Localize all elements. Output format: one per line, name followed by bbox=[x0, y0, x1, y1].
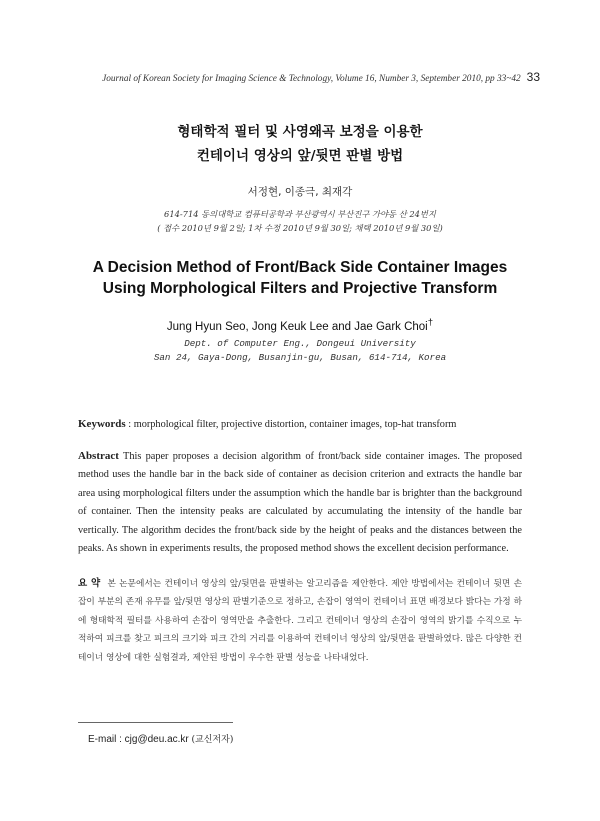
page-number: 33 bbox=[526, 70, 540, 84]
english-affiliation-line-1: Dept. of Computer Eng., Dongeui University bbox=[184, 338, 416, 349]
abstract-label: Abstract bbox=[78, 450, 119, 462]
korean-affiliation-line-2: ( 접수 2010년 9월 2일; 1차 수정 2010년 9월 30일; 채택 2010년 9월 30일) bbox=[157, 223, 443, 233]
english-authors bbox=[0, 317, 600, 333]
korean-title-line-2: 컨테이너 영상의 앞/뒷면 판별 방법 bbox=[196, 148, 404, 164]
running-header bbox=[60, 70, 540, 84]
keywords bbox=[78, 418, 528, 430]
english-affiliation-line-2: San 24, Gaya-Dong, Busanjin-gu, Busan, 614-714, Korea bbox=[153, 352, 447, 363]
korean-abstract-text: 본 논문에서는 컨테이너 영상의 앞/뒷면을 판별하는 알고리즘을 제안한다. 제안 방법에서는 컨테이너 뒷면 손잡이 부분의 존재 유무를 앞/뒷면 영상의 판별기준으로 정하고, 손잡이 영역이 컨테이너 표면 배경보다 밝다는 가정 하에 형태학적 필터를 사용하여 손잡이 영역만을 추출한다. 그리고 컨테이너 영상의 손잡이 영역의 밝기를 수직으로 누적하여 피크를 찾고 피크의 크기와 피크 간의 거리를 이용하여 컨테이너 영상의 앞/뒷면을 판별하였다. 많은 다양한 컨테이너 영상에 대한 실험결과, 제안된 방법이 우수한 판별 성능을 나타내었다. bbox=[78, 579, 522, 663]
corresponding-email: E-mail : cjg@deu.ac.kr bbox=[88, 734, 189, 745]
korean-abstract-label: 요 약 bbox=[78, 578, 101, 589]
corresponding-author-mark: † bbox=[427, 317, 434, 328]
corresponding-author-note: (교신저자) bbox=[191, 735, 234, 745]
korean-abstract bbox=[78, 575, 522, 667]
keywords-separator: : bbox=[125, 419, 134, 430]
korean-affiliation-line-1: 614-714 동의대학교 컴퓨터공학과 부산광역시 부산진구 가야동 산 24번지 bbox=[164, 209, 436, 219]
footnote bbox=[88, 732, 233, 745]
keywords-text: morphological filter, projective distortion, container images, top-hat transform bbox=[133, 419, 457, 430]
english-title-line-1: A Decision Method of Front/Back Side Container Images bbox=[92, 259, 508, 276]
english-title-line-2: Using Morphological Filters and Projective Transform bbox=[102, 280, 498, 297]
abstract-text: This paper proposes a decision algorithm of front/back side container images. The proposed method uses the handle bar in the back side of container as decision criterion and extracts the handle bar area using morphological filters under the assumption which the handle bar is brighter than the background of container. Then the intensity peaks are calculated by accumulating the intensity of the handle bar vertically. The algorithm decides the front/back side by the height of peaks and the distances between the peaks. As shown in experiments results, the proposed method shows the excellent decision performance. bbox=[78, 451, 523, 555]
korean-title-line-1: 형태학적 필터 및 사영왜곡 보정을 이용한 bbox=[177, 124, 423, 140]
english-author-names: Jung Hyun Seo, Jong Keuk Lee and Jae Gark Choi bbox=[166, 320, 428, 333]
journal-citation: Journal of Korean Society for Imaging Science & Technology, Volume 16, Number 3, September 2010, pp 33~42 bbox=[102, 74, 521, 84]
keywords-label: Keywords bbox=[78, 418, 126, 430]
footnote-divider bbox=[78, 722, 233, 723]
korean-authors: 서정현, 이종극, 최재각 bbox=[247, 186, 353, 198]
abstract bbox=[78, 447, 522, 558]
